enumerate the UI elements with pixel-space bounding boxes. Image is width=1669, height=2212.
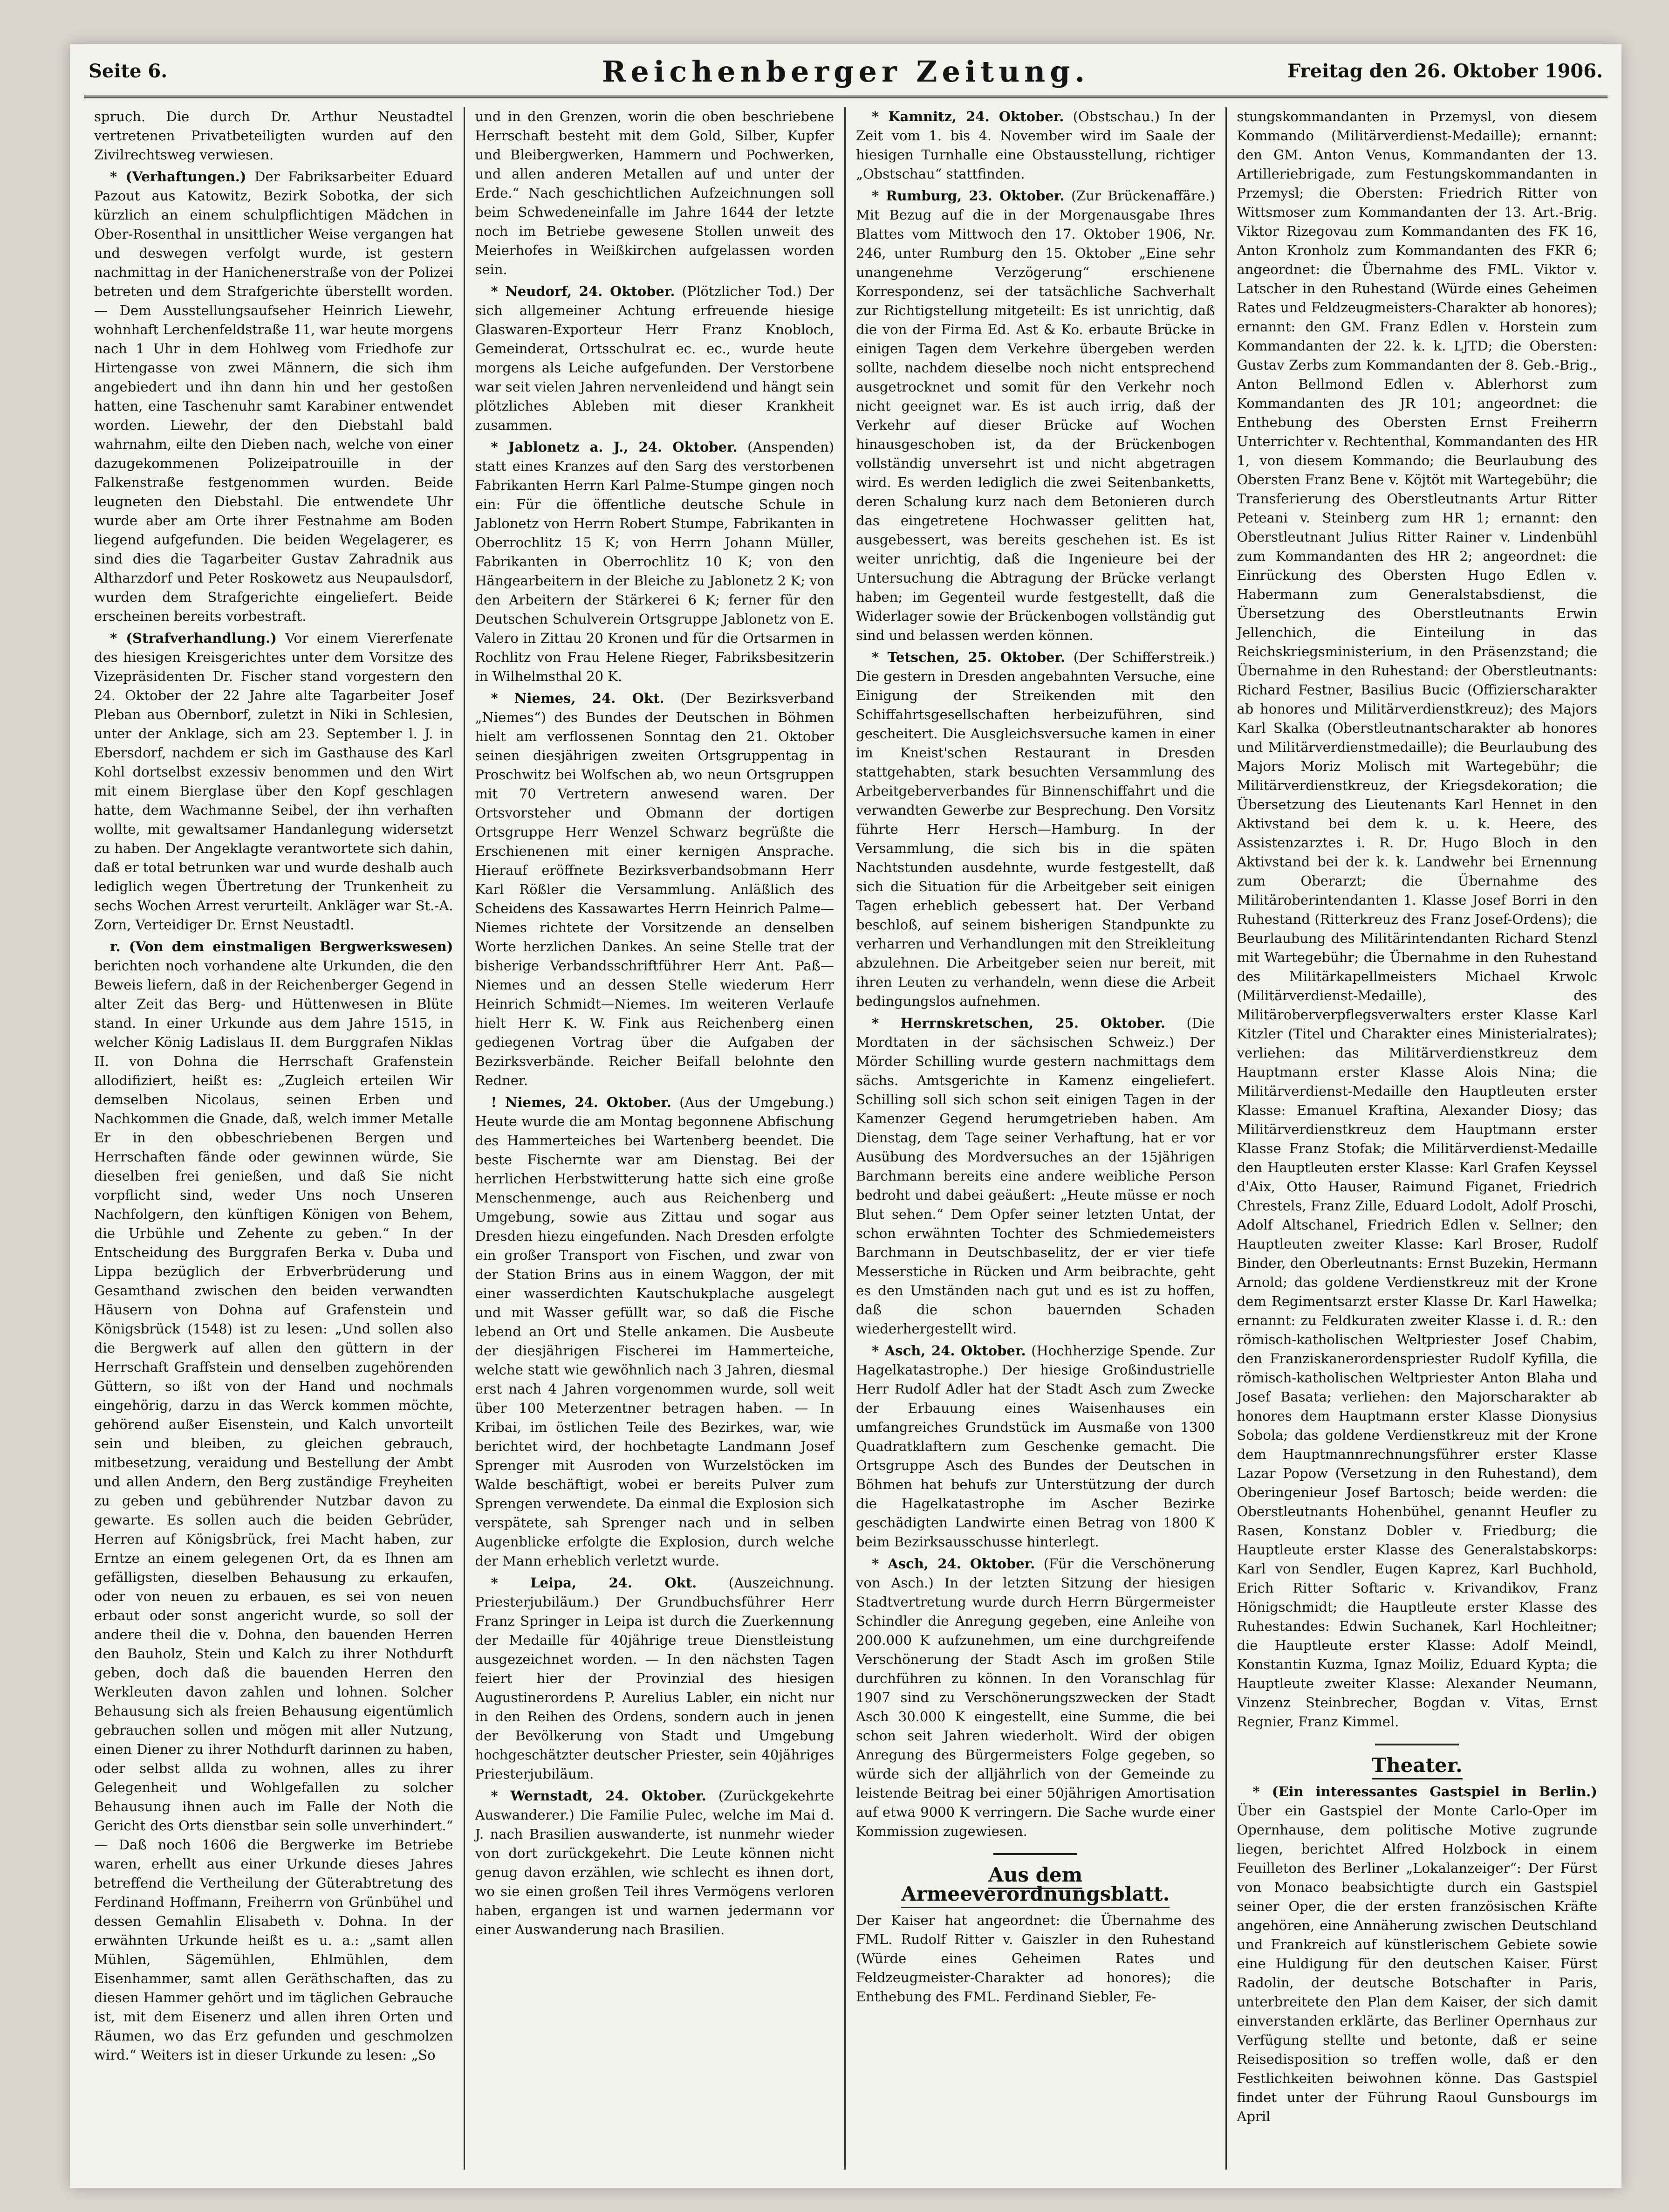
article-body: (Zur Brückenaffäre.) Mit Bezug auf die in der Morgenausgabe Ihres Blattes vom Mittwoch den 17. Oktober 1906, Nr. 246, unter Rumburg den 15. Oktober „Eine sehr unangenehme Verzögerung“ erschienene Korrespondenz, sei der tatsächliche Sachverhalt zur Richtigstellung mitgeteilt: Es ist unrichtig, daß die von der Firma Ed. Ast & Ko. erbaute Brücke in einigen Tagen dem Verkehre übergeben werden sollte, nachdem dieselbe noch nicht entsprechend ausgetrocknet und somit für den Verkehr noch nicht geeignet war. Es ist auch irrig, daß der Verkehr auf dieser Brücke auf Wochen hinausgeschoben ist, da der Brückenbogen vollständig unversehrt ist und nicht abgetragen wird. Es werden lediglich die zwei Seitenbanketts, deren Schalung kurz nach dem Betonieren durch das eingetretene Hochwasser gelitten hat, ausgebessert, was bereits geschehen ist. Es ist weiter unrichtig, daß die Ingenieure bei der Untersuchung die Abtragung der Brücke verlangt haben; im Gegenteil wurde festgestellt, daß die Widerlager sowie der Brückenbogen vollständig gut sind und belassen werden können. (856, 188, 1215, 643)
article-body: und in den Grenzen, worin die oben beschriebene Herrschaft besteht mit dem Gold, Silber, Kupfer und Bleibergwerken, Hammern und Pochwerken, und allen anderen Metallen auf und unter der Erde.“ Nach geschichtlichen Aufzeichnungen soll beim Schwedeneinfalle im Jahre 1644 der letzte noch im Betriebe gewesene Stollen unweit des Meierhofes in Weißkirchen aufgelassen worden sein. (475, 109, 834, 277)
column-4 (1227, 107, 1608, 2170)
article-heading: ! Niemes, 24. Oktober. (491, 1094, 672, 1110)
column-1 (84, 107, 465, 2170)
article-heading: * (Ein interessantes Gastspiel in Berlin.) (1252, 1784, 1597, 1800)
column-2 (465, 107, 846, 2170)
article-heading: * Niemes, 24. Okt. (491, 690, 664, 706)
article-body: (Auszeichnung. Priesterjubiläum.) Der Grundbuchsführer Herr Franz Springer in Leipa ist durch die Zuerkennung der Medaille für 40jährige treue Dienstleistung ausgezeichnet worden. — In den nächsten Tagen feiert hier der Provinzial des hiesigen Augustinerordens P. Aurelius Labler, ein nicht nur in den Reihen des Ordens, sondern auch in jenen der Bevölkerung von Stadt und Umgebung hochgeschätzter deutscher Priester, sein 40jähriges Priesterjubiläum. (475, 1575, 834, 1782)
article (856, 1911, 1215, 2006)
section-heading (856, 1853, 1215, 1903)
article-heading: * Asch, 24. Oktober. (872, 1556, 1035, 1572)
article-body: (Die Mordtaten in der sächsischen Schweiz.) Der Mörder Schilling wurde gestern nachmittags dem sächs. Amtsgerichte in Kamenz eingeliefert. Schilling soll sich schon seit einigen Tagen in der Kamenzer Gegend herumgetrieben haben. Am Dienstag, dem Tage seiner Verhaftung, hat er vor Ausübung des Mordversuches an der 15jährigen Barchmann bereits eine andere weibliche Person bedroht und dabei geäußert: „Heute müsse er noch Blut sehen.“ Dem Opfer seiner letzten Untat, der schon erwähnten Tochter des Schmiedemeisters Barchmann in Deutschbaselitz, der er vier tiefe Messerstiche in Rücken und Arm beibrachte, geht es den Umständen nach gut und es ist zu hoffen, daß die schon bauernden Schaden wiederhergestellt wird. (856, 1015, 1215, 1337)
article-heading: r. (Von dem einstmaligen Bergwerkswesen) (110, 939, 453, 955)
article-body: spruch. Die durch Dr. Arthur Neustadtel vertretenen Privatbeteiligten wurden auf den Zivilrechtsweg verwiesen. (94, 109, 453, 163)
article (475, 1573, 834, 1784)
article (475, 1786, 834, 1939)
article-heading: * Leipa, 24. Okt. (491, 1575, 697, 1591)
article (94, 167, 453, 626)
article-heading: * (Verhaftungen.) (110, 169, 246, 185)
column-3 (846, 107, 1227, 2170)
article-heading: * Asch, 24. Oktober. (872, 1343, 1026, 1359)
article (94, 937, 453, 2065)
text-columns (84, 107, 1607, 2170)
article (856, 1554, 1215, 1841)
section-heading (1237, 1744, 1598, 1775)
article-body: Der Kaiser hat angeordnet: die Übernahme des FML. Rudolf Ritter v. Gaiszler in den Ruhestand (Würde eines Geheimen Rates und Feldzeugmeister-Charakter ad honores); die Enthebung des FML. Ferdinand Siebler, Fe- (856, 1912, 1215, 2005)
article-body: (Der Bezirksverband „Niemes“) des Bundes der Deutschen in Böhmen hielt am verflossenen Sonntag den 21. Oktober seinen diesjährigen zweiten Ortsgruppentag in Proschwitz bei Wolfschen ab, wo neun Ortsgruppen mit 70 Vertretern anwesend waren. Der Ortsvorsteher und Obmann der dortigen Ortsgruppe Herr Wenzel Schwarz begrüßte die Erschienenen mit einer kernigen Ansprache. Hierauf eröffnete Bezirksverbandsobmann Herr Karl Rößler die Versammlung. Anläßlich des Scheidens des Kassawartes Herrn Heinrich Palme—Niemes richtete der Vorsitzende an denselben Worte herzlichen Dankes. An seine Stelle trat der bisherige Verbandsschriftführer Herr Ant. Paß—Niemes und an dessen Stelle wiederum Herr Heinrich Schmidt—Niemes. Im weiteren Verlaufe hielt Herr K. W. Fink aus Reichenberg einen gediegenen Vortrag über die Aufgaben der Bezirksverbände. Reicher Beifall belohnte den Redner. (475, 690, 834, 1088)
article-body: (Obstschau.) In der Zeit vom 1. bis 4. November wird im Saale der hiesigen Turnhalle eine Obstausstellung, richtiger „Obstschau“ stattfinden. (856, 109, 1215, 182)
article (94, 107, 453, 165)
article (475, 689, 834, 1090)
article-body: (Für die Verschönerung von Asch.) In der letzten Sitzung der hiesigen Stadtvertretung wurde durch Herrn Bürgermeister Schindler die Anregung gegeben, eine Anleihe von 200.000 K aufzunehmen, um eine durchgreifende Verschönerung der Stadt Asch im großen Stile durchführen zu können. In den Voranschlag für 1907 sind zu Verschönerungszwecken der Stadt Asch 30.000 K eingestellt, eine Summe, die bei schon seit Jahren wiederholt. Wird der obigen Anregung des Bürgermeisters Folge gegeben, so würde sich der alljährlich von der Gemeinde zu leistende Beitrag bei einer 50jährigen Amortisation auf etwa 9000 K verringern. Die Sache wurde einer Kommission zugewiesen. (856, 1556, 1215, 1839)
page-number: Seite 6. (89, 60, 168, 82)
issue-date: Freitag den 26. Oktober 1906. (1287, 60, 1603, 82)
article-heading: * (Strafverhandlung.) (110, 630, 277, 646)
article-heading: * Neudorf, 24. Oktober. (491, 283, 675, 299)
article-body: (Der Schifferstreik.) Die gestern in Dresden angebahnten Versuche, eine Einigung der Streikenden mit den Schiffahrtsgesellschaften herbeizuführen, sind gescheitert. Die Ausgleichsversuche kamen in einer im Kneist'schen Restaurant in Dresden stattgehabten, stark besuchten Versammlung des Arbeitgeberverbandes für Binnenschiffahrt und die verwandten Gewerbe zur Besprechung. Den Vorsitz führte Herr Hersch—Hamburg. In der Versammlung, die sich bis in die späten Nachtstunden ausdehnte, wurde festgestellt, daß sich die Situation für die Arbeitgeber seit einigen Tagen erheblich gebessert hat. Der Verband beschloß, auf seinem bisherigen Standpunkte zu verharren und Verhandlungen mit den Streikleitung abzulehnen. Die Arbeitgeber seien nur bereit, mit ihren Leuten zu verhandeln, wenn diese die Arbeit bedingungslos aufnehmen. (856, 649, 1215, 1009)
article (1237, 1782, 1598, 2126)
article-body: (Hochherzige Spende. Zur Hagelkatastrophe.) Der hiesige Großindustrielle Herr Rudolf Adler hat der Stadt Asch zum Zwecke der Erbauung eines Waisenhauses ein umfangreiches Grundstück im Ausmaße von 1300 Quadratklaftern zum Geschenke gemacht. Die Ortsgruppe Asch des Bundes der Deutschen in Böhmen hat behufs zur Unterstützung der durch die Hagelkatastrophe im Ascher Bezirke geschädigten Landwirte einen Betrag von 1800 K beim Bezirksausschusse hinterlegt. (856, 1343, 1215, 1550)
newspaper-title: Reichenberger Zeitung. (602, 55, 1090, 89)
article-body: stungskommandanten in Przemysl, von diesem Kommando (Militärverdienst-Medaille); ernannt: den GM. Anton Venus, Kommandanten der 13. Artilleriebrigade, zum Festungskommandanten in Przemysl; die Obersten: Friedrich Ritter von Wittsmoser zum Kommandanten der 13. Art.-Brig. Viktor Rizegovau zum Kommandanten des FK 16, Anton Kronholz zum Kommandanten des FKR 6; angeordnet: die Übernahme des FML. Viktor v. Latscher in den Ruhestand (Würde eines Geheimen Rates und Feldzeugmeisters-Charakter ab honores); ernannt: den GM. Franz Edlen v. Horstein zum Kommandanten der 22. k. k. LJTD; die Obersten: Gustav Zerbs zum Kommandanten der 8. Geb.-Brig., Anton Bellmond Edlen v. Ablerhorst zum Kommandanten des JR 101; angeordnet: die Enthebung des Obersten Ernst Freiherrn Unterrichter v. Rechtenthal, Kommandanten des HR 1, von diesem Kommando; die Beurlaubung des Obersten Franz Bene v. Köjtöt mit Wartegebühr; die Transferierung des Oberstleutnants Artur Ritter Peteani v. Steinberg zum HR 1; ernannt: den Oberstleutnant Julius Ritter Rainer v. Lindenbühl zum Kommandanten des HR 2; angeordnet: die Einrückung des Obersten Hugo Edlen v. Habermann zum Generalstabsdienst, die Übersetzung des Oberstleutnants Erwin Jellenchich, die Einteilung in das Reichskriegsministerium, in den Präsenzstand; die Übernahme in den Ruhestand: der Oberstleutnants: Richard Festner, Basilius Bucic (Offizierscharakter ab honores und Militärverdienstkreuz); des Majors Karl Skalka (Oberstleutnantscharakter ab honores und Militärverdienstmedaille); die Beurlaubung des Majors Moriz Molisch mit Wartegebühr; die Militärverdienstkreuz, der Kriegsdekoration; die Übersetzung des Lieutenants Karl Hennet in den Aktivstand bei dem k. u. k. Heere, des Assistenzarztes i. R. Dr. Hugo Bloch in den Aktivstand bei der k. k. Landwehr bei Ernennung zum Oberarzt; die Übernahme des Militäroberintendanten 1. Klasse Josef Borri in den Ruhestand (Ritterkreuz des Franz Josef-Ordens); die Beurlaubung des Militärintendanten Richard Stenzl mit Wartegebühr; die Übernahme in den Ruhestand des Militärkapellmeisters Michael Krwolc (Militärverdienst-Medaille), des Militäroberverpflegsverwalters erster Klasse Karl Kitzler (Titel und Charakter eines Ministerialrates); verliehen: das Militärverdienstkreuz dem Hauptmann erster Klasse Alois Nina; die Militärverdienst-Medaille den Hauptleuten erster Klasse: Emanuel Kraftina, Alexander Diosy; das Militärverdienstkreuz dem Hauptmann erster Klasse Franz Stofak; die Militärverdienst-Medaille den Hauptleuten erster Klasse: Karl Grafen Keyssel d'Aix, Otto Hauser, Raimund Figanet, Friedrich Chrestels, Franz Zille, Eduard Lodolt, Adolf Proschi, Adolf Altschanel, Friedrich Edlen v. Sellner; den Hauptleuten zweiter Klasse: Karl Broser, Rudolf Binder, den Oberleutnants: Ernst Buzekin, Hermann Arnold; das goldene Verdienstkreuz mit der Krone dem Regimentsarzt erster Klasse Dr. Karl Hawelka; ernannt: zu Feldkuraten zweiter Klasse i. d. R.: den römisch-katholischen Weltpriester Josef Chabim, den Franziskanerordenspriester Rudolf Kyfilla, die römisch-katholischen Weltpriester Anton Blaha und Josef Basata; verliehen: den Majorscharakter ab honores dem Hauptmann erster Klasse Dionysius Sobola; das goldene Verdienstkreuz mit der Krone dem Hauptmannrechnungsführer erster Klasse Lazar Popow (Versetzung in den Ruhestand), dem Oberingenieur Josef Bartosch; beide werden: die Oberstleutnants Hohenbühel, genannt Heufler zu Rasen, Konstanz Dobler v. Friedburg; die Hauptleute erster Klasse des Generalstabskorps: Karl von Sendler, Eugen Kaprez, Karl Buchhold, Erich Ritter Softaric v. Krivandikov, Franz Hönigschmidt; die Hauptleute erster Klasse des Ruhestandes: Edwin Suchanek, Karl Hochleitner; die Hauptleute erster Klasse: Adolf Meindl, Konstantin Kuzma, Ignaz Moiliz, Eduard Kypta; die Hauptleute zweiter Klasse: Alexander Neumann, Vinzenz Steinbrecher, Bogdan v. Vitas, Ernst Regnier, Franz Kimmel. (1237, 109, 1597, 1730)
article-body: (Anspenden) statt eines Kranzes auf den Sarg des verstorbenen Fabrikanten Herrn Karl Palme-Stumpe gingen noch ein: Für die öffentliche deutsche Schule in Jablonetz von Herrn Robert Stumpe, Fabrikanten in Oberrochlitz 15 K; von Herrn Johann Müller, Fabrikanten in Oberrochlitz 10 K; von den Hängearbeitern in der Bleiche zu Jablonetz 2 K; von den Arbeitern der Stärkerei 6 K; ferner für den Deutschen Schulverein Ortsgruppe Jablonetz von E. Valero in Zittau 20 Kronen und für die Ortsarmen in Rochlitz von Frau Helene Rieger, Fabriksbesitzerin in Wilhelmsthal 20 K. (475, 439, 834, 684)
article-heading: * Herrnskretschen, 25. Oktober. (872, 1015, 1165, 1031)
article (856, 1341, 1215, 1552)
article (856, 1014, 1215, 1339)
article-heading: * Rumburg, 23. Oktober. (872, 188, 1065, 204)
article (1237, 107, 1598, 1731)
article (475, 107, 834, 279)
article-body: Der Fabriksarbeiter Eduard Pazout aus Katowitz, Bezirk Sobotka, der sich kürzlich an einem schulpflichtigen Mädchen in Ober-Rosenthal in unsittlicher Weise vergangen hat und deswegen verfolgt wurde, ist gestern nachmittag in der Hanichenerstraße von der Polizei betreten und dem Strafgerichte überstellt worden. — Dem Ausstellungsaufseher Heinrich Liewehr, wohnhaft Lerchenfeldstraße 11, war heute morgens nach 1 Uhr in dem Hohlweg vom Friedhofe zur Hirtengasse von zwei Männern, die sich ihm angebiedert und ihn dann hin und her gestoßen hatten, eine Taschenuhr samt Karabiner entwendet worden. Liewehr, der den Diebstahl bald wahrnahm, eilte den Dieben nach, welche von einer dazugekommenen Polizeipatrouille in der Falkenstraße festgenommen wurden. Beide leugneten den Diebstahl. Die entwendete Uhr wurde aber am Orte ihrer Festnahme am Boden liegend aufgefunden. Die beiden Wegelagerer, es sind dies die Tagarbeiter Gustav Zahradnik aus Altharzdorf und Peter Roskowetz aus Neupaulsdorf, wurden dem Strafgerichte eingeliefert. Beide erscheinen bereits vorbestraft. (94, 169, 453, 624)
article-heading: * Tetschen, 25. Oktober. (872, 649, 1066, 665)
article (856, 107, 1215, 184)
article-body: Über ein Gastspiel der Monte Carlo-Oper im Opernhause, dem politische Motive zugrunde liegen, berichtet Alfred Holzbock in einem Feuilleton des Berliner „Lokalanzeiger“: Der Fürst von Monaco beabsichtigte durch ein Gastspiel seiner Oper, die der ersten französischen Kräfte angehören, eine Annäherung zwischen Deutschland und Frankreich auf künstlerischem Gebiete sowie eine Huldigung für den deutschen Kaiser. Fürst Radolin, der deutsche Botschafter in Paris, unterbreitete den Plan dem Kaiser, der sich damit einverstanden erklärte, das Berliner Opernhaus zur Verfügung stellte und betonte, daß er seine Reisedisposition so treffen wolle, daß er den Festlichkeiten beiwohnen könne. Das Gastspiel findet unter der Führung Raoul Gunsbourgs im April (1237, 1803, 1597, 2124)
article-heading: * Jablonetz a. J., 24. Oktober. (491, 439, 738, 455)
newspaper-page (70, 44, 1621, 2188)
section-heading-text: Theater. (1372, 1754, 1463, 1779)
article (856, 648, 1215, 1011)
article (94, 629, 453, 934)
article-body: (Plötzlicher Tod.) Der sich allgemeiner Achtung erfreuende hiesige Glaswaren-Exporteur Herr Franz Knobloch, Gemeinderat, Ortsschulrat ec. ec., wurde heute morgens als Leiche aufgefunden. Der Verstorbene war seit vielen Jahren nervenleidend und hängt sein plötzliches Ableben mit dieser Krankheit zusammen. (475, 283, 834, 433)
section-heading-text: Aus dem Armeeverordnungsblatt. (901, 1863, 1170, 1908)
article-heading: * Wernstadt, 24. Oktober. (491, 1788, 706, 1804)
article (475, 282, 834, 435)
masthead (84, 54, 1607, 98)
article-body: (Aus der Umgebung.) Heute wurde die am Montag begonnene Abfischung des Hammerteiches bei Wartenberg beendet. Die beste Fischernte war am Dienstag. Bei der herrlichen Herbstwitterung hatte sich eine große Menschenmenge, auch aus Reichenberg und Umgebung, sowie aus Zittau und sogar aus Dresden hiezu eingefunden. Nach Dresden erfolgte ein großer Transport von Fischen, und zwar von der Station Brins aus in einem Waggon, der mit einer wasserdichten Kautschukplache ausgelegt und mit Wasser gefüllt war, so daß die Fische lebend an Ort und Stelle ankamen. Die Ausbeute der diesjährigen Fischerei im Hammerteiche, welche statt wie gewöhnlich nach 3 Jahren, diesmal erst nach 4 Jahren vorgenommen wurde, soll weit über 100 Meterzentner betragen haben. — In Kribai, im östlichen Teile des Bezirkes, war, wie berichtet wird, der hochbetagte Landmann Josef Sprenger mit Ausroden von Wurzelstöcken im Walde beschäftigt, wobei er bereits Pulver zum Sprengen verwendete. Da einmal die Explosion sich verspätete, sah Sprenger nach und in selben Augenblicke erfolgte die Explosion, durch welche der Mann erheblich verletzt wurde. (475, 1094, 834, 1569)
article-body: (Zurückgekehrte Auswanderer.) Die Familie Pulec, welche im Mai d. J. nach Brasilien auswanderte, ist nunmehr wieder von dort zurückgekehrt. Die Leute können nicht genug davon erzählen, wie schlecht es ihnen dort, wo sie einen großen Teil ihres Vermögens verloren haben, ergangen ist und warnen jedermann vor einer Auswanderung nach Brasilien. (475, 1788, 834, 1937)
article-heading: * Kamnitz, 24. Oktober. (872, 109, 1064, 124)
article (475, 438, 834, 686)
article (856, 186, 1215, 645)
article-body: berichten noch vorhandene alte Urkunden, die den Beweis liefern, daß in der Reichenberger Gegend in alter Zeit das Berg- und Hüttenwesen in Blüte stand. In einer Urkunde aus dem Jahre 1515, in welcher König Ladislaus II. dem Burggrafen Niklas II. von Dohna die Herrschaft Grafenstein allodifiziert, heißt es: „Zugleich erteilen Wir demselben Nicolaus, seinen Erben und Nachkommen die Gnade, daß, welch immer Metalle Er in den obbeschriebenen Bergen und Herrschaften fände oder gewinnen würde, Sie dieselben frei genießen, und daß Sie nicht vorpflicht sind, weder Uns noch Unseren Nachfolgern, den künftigen Königen von Behem, die Urbühle und Zehente zu geben.“ In der Entscheidung des Burggrafen Berka v. Duba und Lippa bezüglich der Erbverbrüderung und Gesamthand zwischen den beiden verwandten Häusern von Dohna auf Grafenstein und Königsbrück (1548) ist zu lesen: „Und sollen also die Bergwerk auf allen den güttern in der Herrschaft Graffstein und denselben zugehörenden Güttern, so ißt von der Hand und nochmals eingehörig, darzu in das Werck kommen möchte, gehörend außer Eisenstein, und Kalch unvorteilt sein und bleiben, zu gleichen gebrauch, mitbesetzung, veraidung und Bestellung der Ambt und allen Andern, den Berg zuständige Freyheiten zu geben und gebührender Nutzbar davon zu gewarte. Es sollen auch die beiden Gebrüder, Herren auf Königsbrück, frei Macht haben, zur Erntze an einem gelegenen Ort, da es Ihnen am gefälligsten, dieselben Behausung zu erkaufen, oder von neuen zu erbauen, es sei von neuen erbaut oder sonst angericht wurde, so soll der andere theil die v. Dohna, den bauenden Herren den Bauholz, Stein und Kalch zu ihrer Nothdurft geben, doch daß die bauenden Herren den Werkleuten davon zahlen und lohnen. Solcher Behausung sich als freien Behausung eigentümlich gebrauchen sollen und mögen mit aller Nutzung, einen Diener zu ihrer Nothdurft darinnen zu haben, oder selbst allda zu wohnen, alles zu ihrer Gelegenheit und Wohlgefallen zu solcher Behausung ihnen auch im Falle der Noth die Gericht des Orts dienstbar sein solle unverhindert.“ — Daß noch 1606 die Bergwerke im Betriebe waren, erhellt aus einer Urkunde dieses Jahres betreffend die Vertheilung der Güterabtretung des Ferdinand Hoffmann, Freiherrn von Grünbühel und dessen Gemahlin Elisabeth v. Dohna. In der erwähnten Urkunde heißt es u. a.: „samt allen Mühlen, Sägemühlen, Ehlmühlen, dem Eisenhammer, samt allen Geräthschaften, das zu diesen Hammer gehört und im täglichen Gebrauche ist, mit dem Eisenerz und allen ihren Orten und Räumen, wo das Erz gefunden und geschmolzen wird.“ Weiters ist in dieser Urkunde zu lesen: „So (94, 958, 453, 2063)
article (475, 1093, 834, 1571)
article-body: Vor einem Viererfenate des hiesigen Kreisgerichtes unter dem Vorsitze des Vizepräsidenten Dr. Fischer stand vorgestern den 24. Oktober der 22 Jahre alte Tagarbeiter Josef Pleban aus Obernborf, zuletzt in Niki in Schlesien, unter der Anklage, sich am 23. September l. J. in Ebersdorf, nachdem er sich im Gasthause des Karl Kohl dortselbst exzessiv benommen und den Wirt mit einem Bierglase über den Kopf geschlagen hatte, dem Wachmanne Seibel, der ihn verhaften wollte, mit gewaltsamer Handanlegung widersetzt zu haben. Der Angeklagte verantwortete sich dahin, daß er total betrunken war und wurde deshalb auch lediglich wegen Übertretung der Trunkenheit zu sechs Wochen Arrest verurteilt. Ankläger war St.-A. Zorn, Verteidiger Dr. Ernst Neustadtl. (94, 630, 453, 933)
